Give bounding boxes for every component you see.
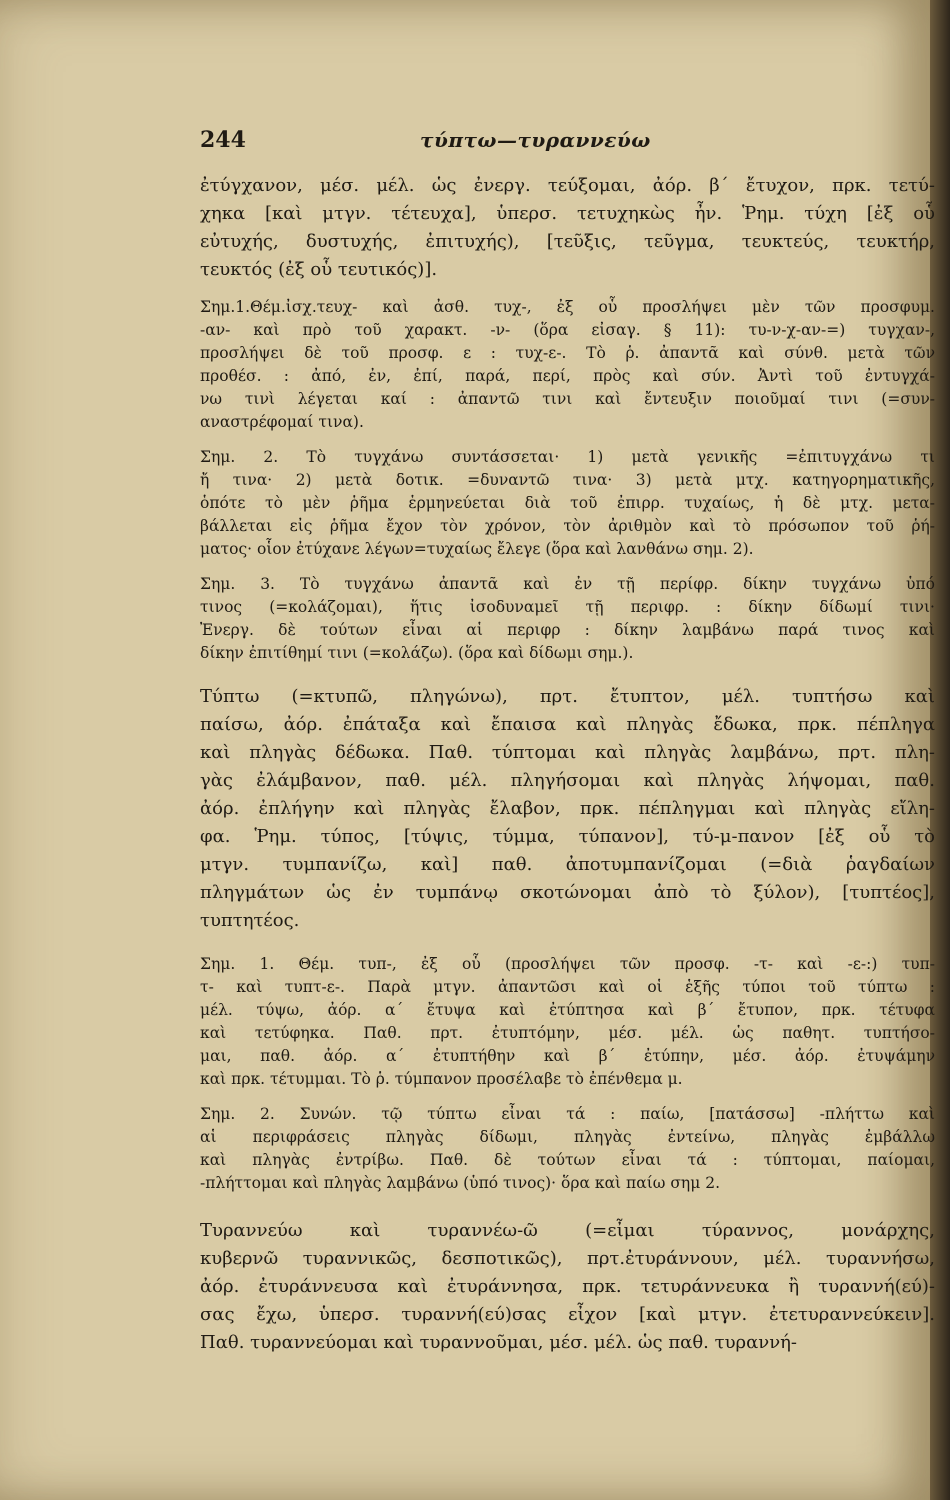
text-line: -αν- καὶ πρὸ τοῦ χαρακτ. -ν- (ὅρα εἰσαγ. § 11): τυ-ν-χ-αν-=) τυγχαν-, bbox=[200, 321, 935, 339]
text-line: φα. Ῥημ. τύπος, [τύψις, τύμμα, τύπανον], τύ-μ-πανον [ἐξ οὗ τὸ bbox=[200, 826, 935, 847]
text-line: ἀόρ. ἐτυράννευσα καὶ ἐτυράννησα, πρκ. τετυράννευκα ἢ τυραννή(εύ)- bbox=[200, 1276, 935, 1297]
text-line: ὁπότε τὸ μὲν ῥῆμα ἑρμηνεύεται διὰ τοῦ ἐπιρρ. τυχαίως, ἡ δὲ μτχ. μετα- bbox=[200, 494, 935, 512]
text-line: γὰς ἐλάμβανον, παθ. μέλ. πληγήσομαι καὶ πληγὰς λήψομαι, παθ. bbox=[200, 770, 935, 791]
text-line: Σημ. 3. Τὸ τυγχάνω ἀπαντᾶ καὶ ἐν τῇ περίφρ. δίκην τυγχάνω ὑπό bbox=[200, 575, 935, 593]
text-line: -πλήττομαι καὶ πληγὰς λαμβάνω (ὑπό τινος)· ὅρα καὶ παίω σημ 2. bbox=[200, 1174, 720, 1192]
text-line: Τύπτω (=κτυπῶ, πληγώνω), πρτ. ἔτυπτον, μέλ. τυπτήσω καὶ bbox=[200, 686, 935, 707]
page-content bbox=[200, 128, 935, 1357]
text-line: καὶ πρκ. τέτυμμαι. Τὸ ῥ. τύμπανον προσέλαβε τὸ ἐπένθεμα μ. bbox=[200, 1070, 683, 1088]
text-line: προθέσ. : ἀπό, ἐν, ἐπί, παρά, περί, πρὸς καὶ σύν. Ἀντὶ τοῦ ἐντυγχά- bbox=[200, 367, 935, 385]
text-line: Σημ. 1. Θέμ. τυπ-, ἐξ οὗ (προσλήψει τῶν προσφ. -τ- καὶ -ε-:) τυπ- bbox=[200, 955, 935, 973]
text-line: ἐτύγχανον, μέσ. μέλ. ὡς ἐνεργ. τεύξομαι, ἀόρ. β´ ἔτυχον, πρκ. τετύ- bbox=[200, 175, 935, 196]
text-line: ἤ τινα· 2) μετὰ δοτικ. =δυναντῶ τινα· 3) μετὰ μτχ. κατηγορηματικῆς, bbox=[200, 471, 935, 489]
dictionary-entry bbox=[200, 1217, 935, 1357]
text-line: τινος (=κολάζομαι), ἥτις ἰσοδυναμεῖ τῇ περιφρ. : δίκην δίδωμί τινι· bbox=[200, 598, 935, 616]
text-body bbox=[200, 172, 935, 1357]
text-line: χηκα [καὶ μτγν. τέτευχα], ὑπερσ. τετυχηκὼς ἦν. Ῥημ. τύχη [ἐξ οὗ bbox=[200, 203, 935, 224]
text-line: Σημ. 2. Τὸ τυγχάνω συντάσσεται· 1) μετὰ γενικῆς =ἐπιτυγχάνω τι bbox=[200, 448, 935, 466]
page-header bbox=[200, 128, 935, 172]
text-line: κυβερνῶ τυραννικῶς, δεσποτικῶς), πρτ.ἐτυράννουν, μέλ. τυραννήσω, bbox=[200, 1248, 935, 1269]
note-paragraph bbox=[200, 1103, 935, 1195]
text-line: νω τινὶ λέγεται καί : ἀπαντῶ τινι καὶ ἔντευξιν ποιοῦμαί τινι (=συν- bbox=[200, 390, 935, 408]
note-paragraph bbox=[200, 953, 935, 1091]
text-line: Τυραννεύω καὶ τυραννέω-ῶ (=εἶμαι τύραννος, μονάρχης, bbox=[200, 1220, 935, 1241]
text-line: παίσω, ἀόρ. ἐπάταξα καὶ ἔπαισα καὶ πληγὰς ἔδωκα, πρκ. πέπληγα bbox=[200, 714, 935, 735]
text-line: τυπτητέος. bbox=[200, 910, 300, 931]
text-line: μέλ. τύψω, ἀόρ. α´ ἔτυψα καὶ ἐτύπτησα καὶ β´ ἔτυπον, πρκ. τέτυφα bbox=[200, 1001, 935, 1019]
text-line: καὶ τετύφηκα. Παθ. πρτ. ἐτυπτόμην, μέσ. μέλ. ὡς παθητ. τυπτήσο- bbox=[200, 1024, 935, 1042]
text-line: μτγν. τυμπανίζω, καὶ] παθ. ἀποτυμπανίζομαι (=διὰ ῥαγδαίων bbox=[200, 854, 935, 875]
text-line: πληγμάτων ὡς ἐν τυμπάνῳ σκοτώνομαι ἀπὸ τὸ ξύλον), [τυπτέος], bbox=[200, 882, 935, 903]
text-line: ματος· οἷον ἐτύχανε λέγων=τυχαίως ἔλεγε (ὅρα καὶ λανθάνω σημ. 2). bbox=[200, 540, 754, 558]
dictionary-entry bbox=[200, 683, 935, 935]
text-line: δίκην ἐπιτίθημί τινι (=κολάζω). (ὅρα καὶ δίδωμι σημ.). bbox=[200, 644, 634, 662]
text-line: Σημ. 2. Συνών. τῷ τύπτω εἶναι τά : παίω, [πατάσσω] -πλήττω καὶ bbox=[200, 1105, 935, 1123]
text-line: Ἐνεργ. δὲ τούτων εἶναι αἱ περιφρ : δίκην λαμβάνω παρά τινος καὶ bbox=[200, 621, 935, 639]
text-line: εὐτυχής, δυστυχής, ἐπιτυχής), [τεῦξις, τεῦγμα, τευκτεύς, τευκτήρ, bbox=[200, 231, 935, 252]
text-line: αναστρέφομαί τινα). bbox=[200, 413, 364, 431]
page-number: 244 bbox=[200, 127, 246, 153]
text-line: τ- καὶ τυπτ-ε-. Παρὰ μτγν. ἀπαντῶσι καὶ οἱ ἑξῆς τύποι τοῦ τύπτω : bbox=[200, 978, 935, 996]
text-line: Παθ. τυραννεύομαι καὶ τυραννοῦμαι, μέσ. μέλ. ὡς παθ. τυραννή- bbox=[200, 1332, 797, 1353]
text-line: βάλλεται εἰς ῥῆμα ἔχον τὸν χρόνον, τὸν ἀριθμὸν καὶ τὸ πρόσωπον τοῦ ῥή- bbox=[200, 517, 935, 535]
note-paragraph bbox=[200, 446, 935, 561]
text-line: σας ἔχω, ὑπερσ. τυραννή(εύ)σας εἶχον [καὶ μτγν. ἐτετυραννεύκειν]. bbox=[200, 1304, 935, 1325]
text-line: προσλήψει δὲ τοῦ προσφ. ε : τυχ-ε-. Τὸ ῥ. ἀπαντᾶ καὶ σύνθ. μετὰ τῶν bbox=[200, 344, 935, 362]
text-line: ἀόρ. ἐπλήγην καὶ πληγὰς ἔλαβον, πρκ. πέπληγμαι καὶ πληγὰς εἴλη- bbox=[200, 798, 935, 819]
dictionary-entry bbox=[200, 172, 935, 284]
text-line: τευκτός (ἐξ οὗ τευτικός)]. bbox=[200, 259, 438, 280]
text-line: καὶ πληγὰς δέδωκα. Παθ. τύπτομαι καὶ πληγὰς λαμβάνω, πρτ. πλη- bbox=[200, 742, 935, 763]
text-line: αἱ περιφράσεις πληγὰς δίδωμι, πληγὰς ἐντείνω, πληγὰς ἐμβάλλω bbox=[200, 1128, 935, 1146]
text-line: μαι, παθ. ἀόρ. α´ ἐτυπτήθην καὶ β´ ἐτύπην, μέσ. ἀόρ. ἐτυψάμην bbox=[200, 1047, 935, 1065]
running-head: τύπτω—τυραννεύω bbox=[420, 128, 651, 152]
text-line: Σημ.1.Θέμ.ἰσχ.τευχ- καὶ ἀσθ. τυχ-, ἐξ οὗ προσλήψει μὲν τῶν προσφυμ. bbox=[200, 298, 935, 316]
note-paragraph bbox=[200, 296, 935, 434]
text-line: καὶ πληγὰς ἐντρίβω. Παθ. δὲ τούτων εἶναι τά : τύπτομαι, παίομαι, bbox=[200, 1151, 935, 1169]
note-paragraph bbox=[200, 573, 935, 665]
